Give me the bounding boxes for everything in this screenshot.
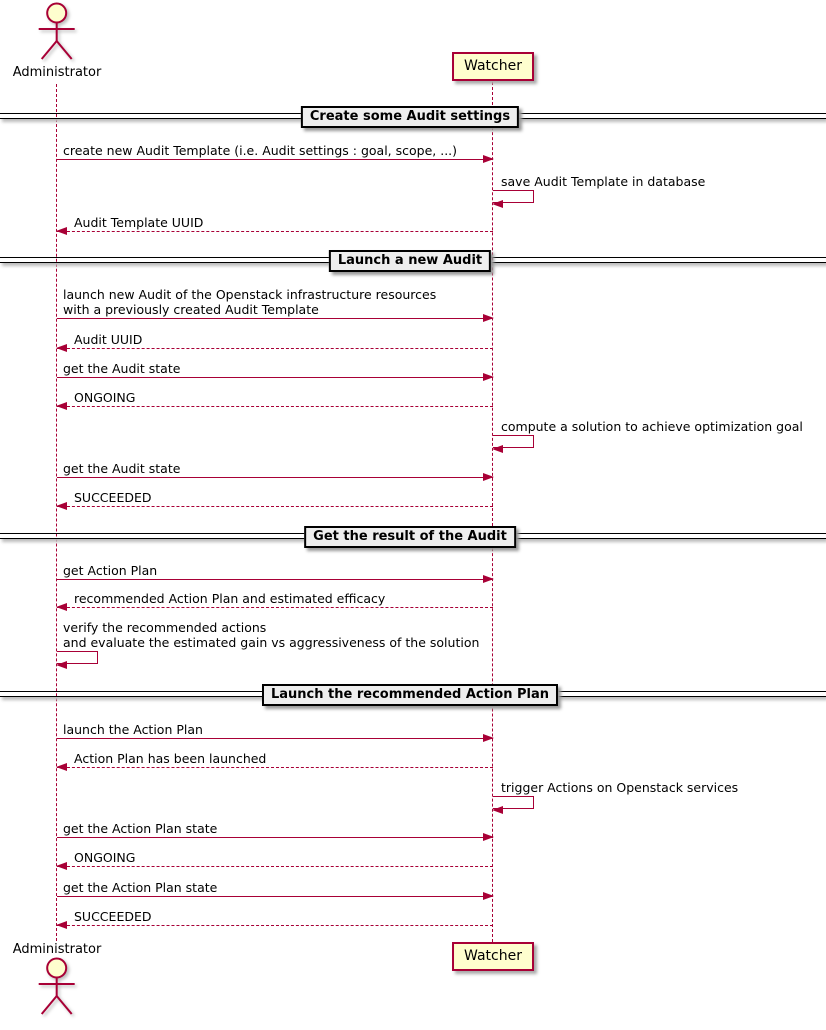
arrow-line — [57, 738, 493, 739]
message-label: get the Action Plan state — [63, 821, 218, 836]
message-label: recommended Action Plan and estimated efficacy — [74, 591, 386, 606]
person-icon — [29, 2, 85, 64]
arrow-line — [57, 377, 493, 378]
arrowhead-left-icon — [56, 402, 67, 410]
lifeline-administrator — [56, 84, 57, 941]
arrowhead-left-icon — [56, 603, 67, 611]
participant-watcher-top — [452, 52, 534, 81]
self-arrow — [57, 651, 98, 664]
message-label: Audit UUID — [74, 332, 143, 347]
administrator-label: Administrator — [12, 942, 102, 957]
arrow-line — [57, 348, 493, 349]
arrow-line — [57, 607, 493, 608]
arrow-line — [57, 231, 493, 232]
self-message-verify-actions — [57, 620, 479, 664]
arrow-line — [57, 506, 493, 507]
message-launch-action-plan — [57, 722, 493, 739]
divider-get-result — [0, 526, 826, 550]
message-label: save Audit Template in database — [501, 174, 706, 189]
message-label: launch the Action Plan — [63, 722, 203, 737]
arrowhead-left-icon — [56, 502, 67, 510]
arrow-line — [57, 579, 493, 580]
arrowhead-right-icon — [483, 575, 494, 583]
message-label: SUCCEEDED — [74, 909, 152, 924]
message-label: get the Audit state — [63, 361, 181, 376]
message-ongoing-1 — [57, 390, 493, 407]
message-audit-uuid — [57, 332, 493, 349]
arrow-line — [57, 318, 493, 319]
message-label: trigger Actions on Openstack services — [501, 780, 739, 795]
administrator-label: Administrator — [12, 65, 102, 80]
message-label: Audit Template UUID — [74, 215, 204, 230]
arrowhead-right-icon — [483, 473, 494, 481]
message-ongoing-2 — [57, 850, 493, 867]
message-get-action-plan — [57, 563, 493, 580]
person-icon — [29, 957, 85, 1019]
message-label: create new Audit Template (i.e. Audit settings : goal, scope, ...) — [63, 143, 458, 158]
arrowhead-left-icon — [56, 661, 67, 669]
arrow-line — [57, 159, 493, 160]
message-succeeded-2 — [57, 909, 493, 926]
message-get-audit-state-2 — [57, 461, 493, 478]
message-label: compute a solution to achieve optimization goal — [501, 419, 803, 434]
arrowhead-left-icon — [56, 344, 67, 352]
message-succeeded-1 — [57, 490, 493, 507]
watcher-label: Watcher — [464, 948, 522, 964]
arrowhead-right-icon — [483, 314, 494, 322]
divider-label: Get the result of the Audit — [304, 526, 516, 548]
divider-launch-action-plan — [0, 684, 826, 708]
self-arrow — [493, 190, 534, 203]
message-action-plan-launched — [57, 751, 493, 768]
message-label: get the Action Plan state — [63, 880, 218, 895]
message-label: ONGOING — [74, 390, 136, 405]
actor-administrator-bottom — [13, 941, 102, 1019]
arrowhead-left-icon — [492, 445, 503, 453]
arrowhead-right-icon — [483, 155, 494, 163]
message-get-action-plan-state-1 — [57, 821, 493, 838]
arrow-line — [57, 406, 493, 407]
message-label: get the Audit state — [63, 461, 181, 476]
arrow-line — [57, 925, 493, 926]
message-recommended-action-plan — [57, 591, 493, 608]
arrowhead-right-icon — [483, 734, 494, 742]
divider-label: Launch a new Audit — [329, 250, 491, 272]
arrowhead-left-icon — [492, 200, 503, 208]
participant-watcher-bottom — [452, 942, 534, 971]
self-arrow — [493, 435, 534, 448]
divider-launch-new-audit — [0, 250, 826, 274]
message-label: verify the recommended actions — [63, 620, 267, 635]
message-audit-template-uuid — [57, 215, 493, 232]
arrow-line — [57, 477, 493, 478]
message-label: launch new Audit of the Openstack infrastructure resources — [63, 287, 437, 302]
self-arrow — [493, 796, 534, 809]
actor-administrator-top — [13, 2, 102, 80]
self-message-save-audit-template — [493, 174, 705, 203]
message-launch-new-audit — [57, 287, 493, 319]
arrowhead-left-icon — [56, 227, 67, 235]
divider-label: Launch the recommended Action Plan — [262, 684, 558, 706]
divider-create-audit-settings — [0, 106, 826, 130]
message-label: Action Plan has been launched — [74, 751, 267, 766]
arrowhead-right-icon — [483, 892, 494, 900]
message-label: SUCCEEDED — [74, 490, 152, 505]
self-message-compute-solution — [493, 419, 803, 448]
arrowhead-right-icon — [483, 833, 494, 841]
message-create-audit-template — [57, 143, 493, 160]
arrow-line — [57, 866, 493, 867]
message-label: ONGOING — [74, 850, 136, 865]
arrow-line — [57, 837, 493, 838]
watcher-label: Watcher — [464, 58, 522, 74]
arrowhead-left-icon — [492, 806, 503, 814]
arrowhead-left-icon — [56, 763, 67, 771]
arrow-line — [57, 896, 493, 897]
arrowhead-left-icon — [56, 921, 67, 929]
message-label: and evaluate the estimated gain vs aggressiveness of the solution — [63, 635, 480, 650]
message-get-audit-state-1 — [57, 361, 493, 378]
message-get-action-plan-state-2 — [57, 880, 493, 897]
message-label: get Action Plan — [63, 563, 158, 578]
arrowhead-left-icon — [56, 862, 67, 870]
arrowhead-right-icon — [483, 373, 494, 381]
self-message-trigger-actions — [493, 780, 738, 809]
arrow-line — [57, 767, 493, 768]
divider-label: Create some Audit settings — [301, 106, 519, 128]
message-label: with a previously created Audit Template — [63, 302, 319, 317]
